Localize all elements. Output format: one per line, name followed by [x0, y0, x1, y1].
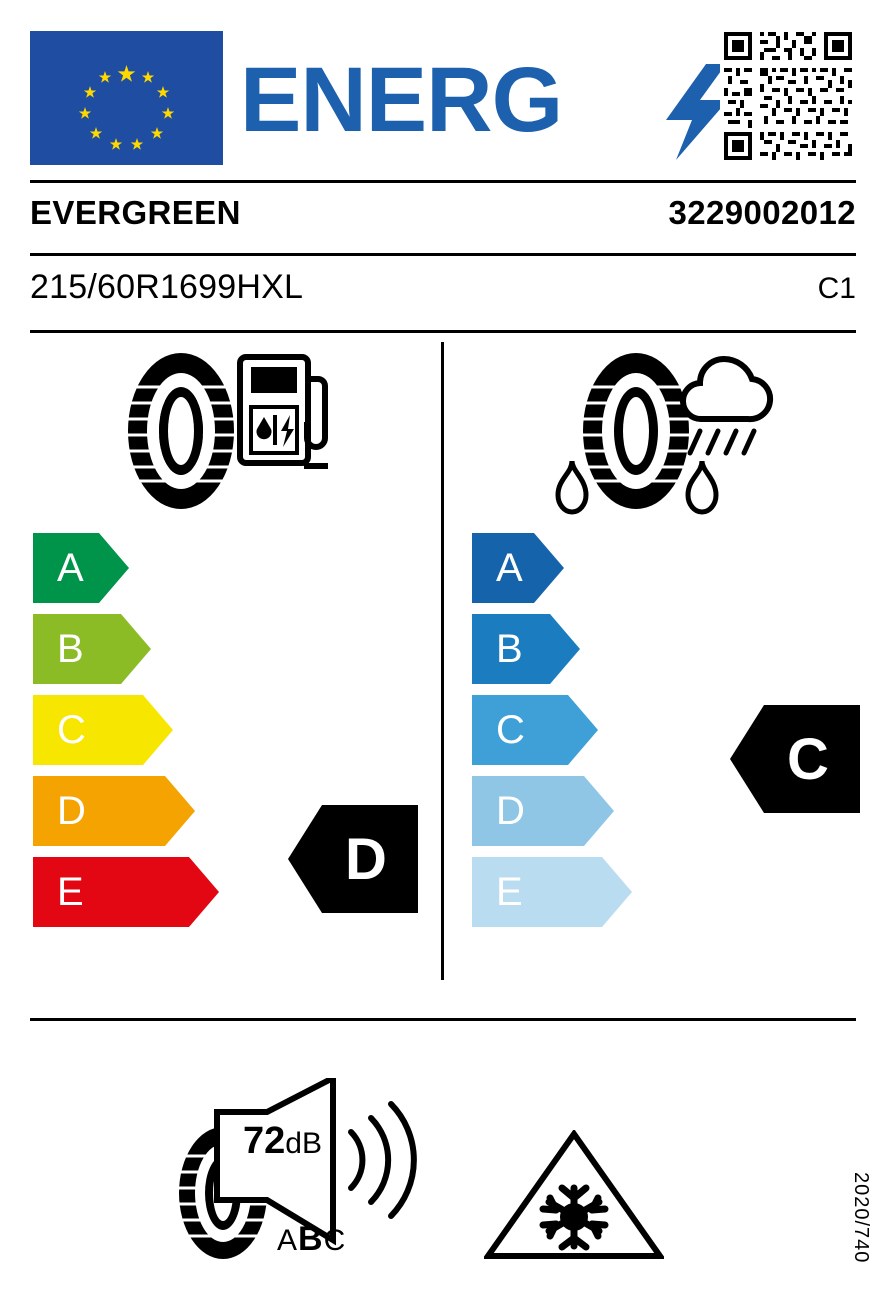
brand-row	[30, 194, 856, 232]
fuel-grade-a	[33, 533, 219, 603]
tyre-class: C1	[817, 272, 856, 305]
noise-class-c: C	[323, 1224, 347, 1257]
brand-name: EVERGREEN	[30, 194, 241, 231]
fuel-grade-b	[33, 614, 219, 684]
wet-grip-result-letter: C	[787, 726, 829, 792]
divider-brand	[30, 253, 856, 256]
fuel-efficiency-scale	[33, 533, 219, 938]
fuel-grade-b-letter: B	[57, 627, 84, 671]
regulation-code: 2020/740	[850, 1171, 872, 1263]
noise-class-a: A	[277, 1224, 299, 1257]
wet-grip-result	[730, 705, 860, 813]
fuel-grade-e-letter: E	[57, 870, 84, 914]
noise-db-number: 72	[243, 1120, 286, 1162]
noise-class-b: B	[298, 1220, 324, 1258]
label-header	[30, 28, 856, 168]
fuel-efficiency-result	[288, 805, 418, 913]
tyre-fuel-pump-icon	[118, 345, 333, 522]
noise-value	[243, 1120, 322, 1163]
tyre-rain-cloud-icon	[548, 345, 788, 522]
fuel-grade-c	[33, 695, 219, 765]
fuel-grade-c-letter: C	[57, 708, 86, 752]
wet-grade-e-letter: E	[496, 870, 523, 914]
wet-grade-d	[472, 776, 632, 846]
size-row	[30, 268, 856, 307]
divider-bottom	[30, 1018, 856, 1021]
divider-size	[30, 330, 856, 333]
fuel-efficiency-result-letter: D	[345, 826, 387, 892]
wet-grade-c	[472, 695, 632, 765]
divider-top	[30, 180, 856, 183]
wet-grade-b-letter: B	[496, 627, 523, 671]
noise-class-row	[277, 1220, 346, 1259]
noise-db-unit: dB	[285, 1127, 322, 1160]
tyre-size: 215/60R1699HXL	[30, 268, 304, 306]
energy-wordmark: ENERG	[240, 49, 563, 151]
fuel-grade-d-letter: D	[57, 789, 86, 833]
eu-flag-icon	[30, 31, 223, 165]
wet-grade-c-letter: C	[496, 708, 525, 752]
wet-grade-a-letter: A	[496, 546, 523, 590]
wet-grip-scale	[472, 533, 632, 938]
wet-grade-e	[472, 857, 632, 927]
three-peak-mountain-snowflake-icon	[484, 1130, 664, 1265]
vertical-divider	[441, 342, 444, 980]
fuel-grade-d	[33, 776, 219, 846]
tyre-loudspeaker-icon	[165, 1078, 425, 1268]
wet-grade-d-letter: D	[496, 789, 525, 833]
qr-code-icon	[720, 28, 856, 164]
fuel-grade-e	[33, 857, 219, 927]
wet-grade-b	[472, 614, 632, 684]
wet-grade-a	[472, 533, 632, 603]
fuel-grade-a-letter: A	[57, 546, 84, 590]
tyre-type-code: 3229002012	[668, 194, 856, 231]
